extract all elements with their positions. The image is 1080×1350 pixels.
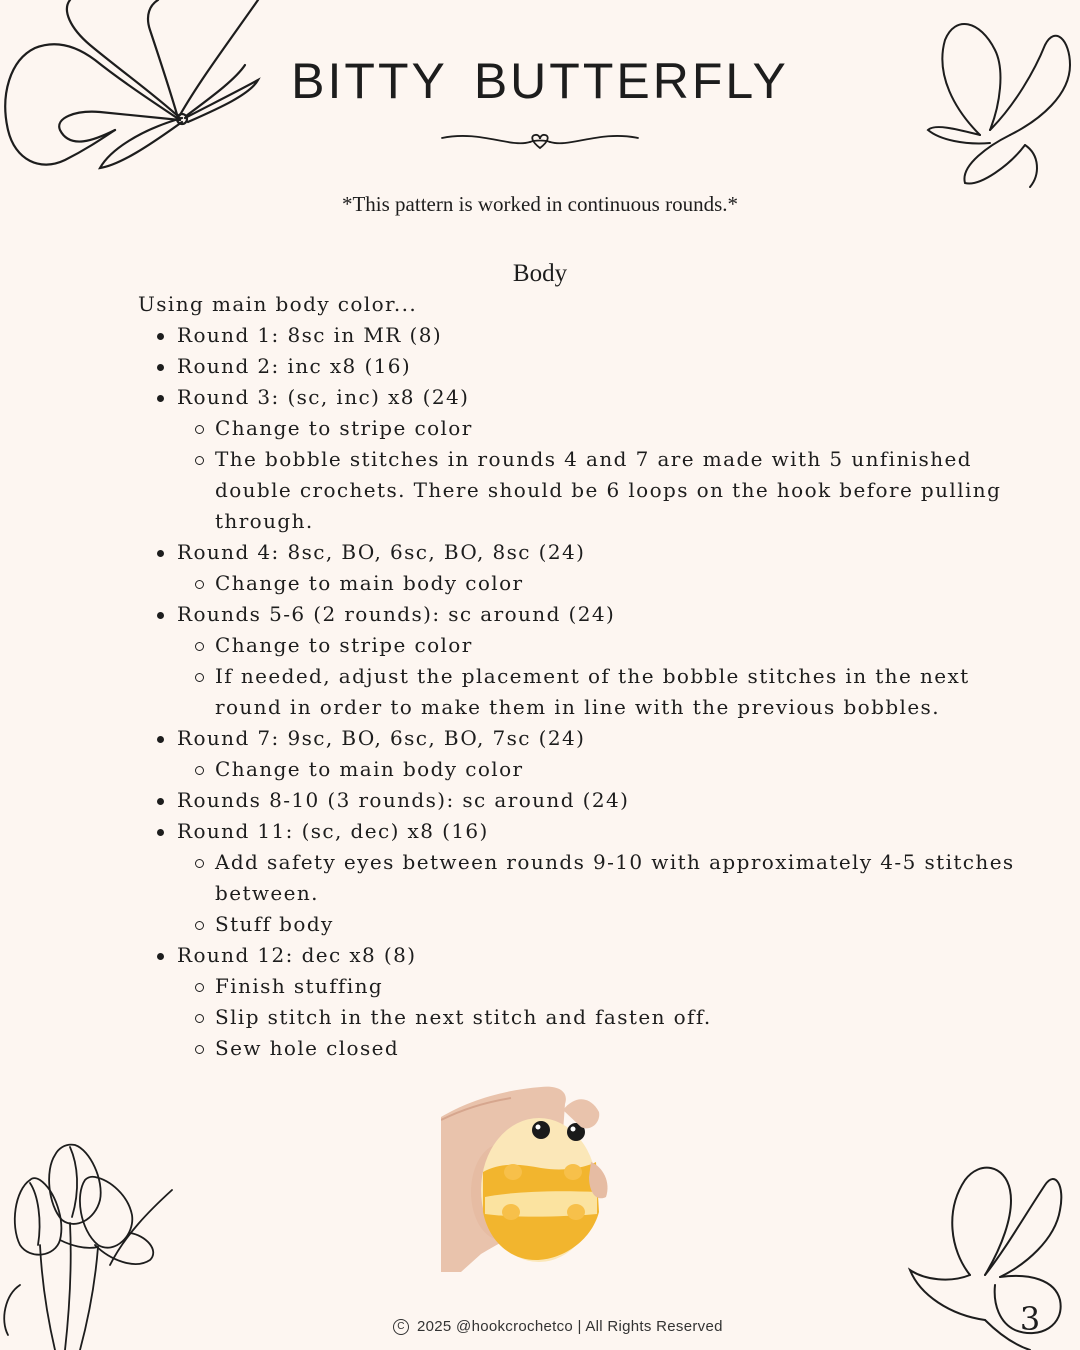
- round-step: Rounds 8-10 (3 rounds): sc around (24): [138, 785, 1018, 816]
- step-note: Change to stripe color: [138, 413, 1018, 444]
- pattern-note: *This pattern is worked in continuous rounds.*: [341, 192, 739, 216]
- step-note: Stuff body: [138, 909, 1018, 940]
- round-step: Round 4: 8sc, BO, 6sc, BO, 8sc (24): [138, 537, 1018, 568]
- instructions: [138, 289, 1018, 1064]
- step-note: Finish stuffing: [138, 971, 1018, 1002]
- copyright-text: 2025 @hookcrochetco | All Rights Reserved: [417, 1318, 723, 1335]
- round-step: Rounds 5-6 (2 rounds): sc around (24): [138, 599, 1018, 630]
- heart-flourish-divider-icon: [440, 128, 640, 158]
- step-note: Add safety eyes between rounds 9-10 with approximately 4-5 stitches between.: [138, 847, 1018, 909]
- round-step: Round 1: 8sc in MR (8): [138, 320, 1018, 351]
- intro-text: Using main body color...: [138, 292, 418, 316]
- tulip-flowers-icon: [0, 1135, 180, 1350]
- round-step: Round 2: inc x8 (16): [138, 351, 1018, 382]
- copyright-footer: [393, 1318, 723, 1335]
- finished-plush-photo: [441, 1072, 641, 1272]
- page-number: 3: [1019, 1300, 1041, 1338]
- round-step: Round 7: 9sc, BO, 6sc, BO, 7sc (24): [138, 723, 1018, 754]
- copyright-icon: C: [393, 1319, 409, 1335]
- step-note: Sew hole closed: [138, 1033, 1018, 1064]
- round-step: Round 12: dec x8 (8): [138, 940, 1018, 971]
- section-heading: Body: [512, 260, 568, 287]
- step-note: If needed, adjust the placement of the bobble stitches in the next round in order to make them in line with the previous bobbles.: [138, 661, 1018, 723]
- step-note: Change to main body color: [138, 754, 1018, 785]
- page-title: BITTY BUTTERFLY: [291, 53, 789, 109]
- steps-list: [138, 320, 1018, 1064]
- step-note: Change to main body color: [138, 568, 1018, 599]
- step-note: Change to stripe color: [138, 630, 1018, 661]
- round-step: Round 11: (sc, dec) x8 (16): [138, 816, 1018, 847]
- step-note: The bobble stitches in rounds 4 and 7 are made with 5 unfinished double crochets. There should be 6 loops on the hook before pulling through.: [138, 444, 1018, 537]
- round-step: Round 3: (sc, inc) x8 (24): [138, 382, 1018, 413]
- butterfly-bottom-right-icon: [905, 1155, 1080, 1350]
- step-note: Slip stitch in the next stitch and fasten off.: [138, 1002, 1018, 1033]
